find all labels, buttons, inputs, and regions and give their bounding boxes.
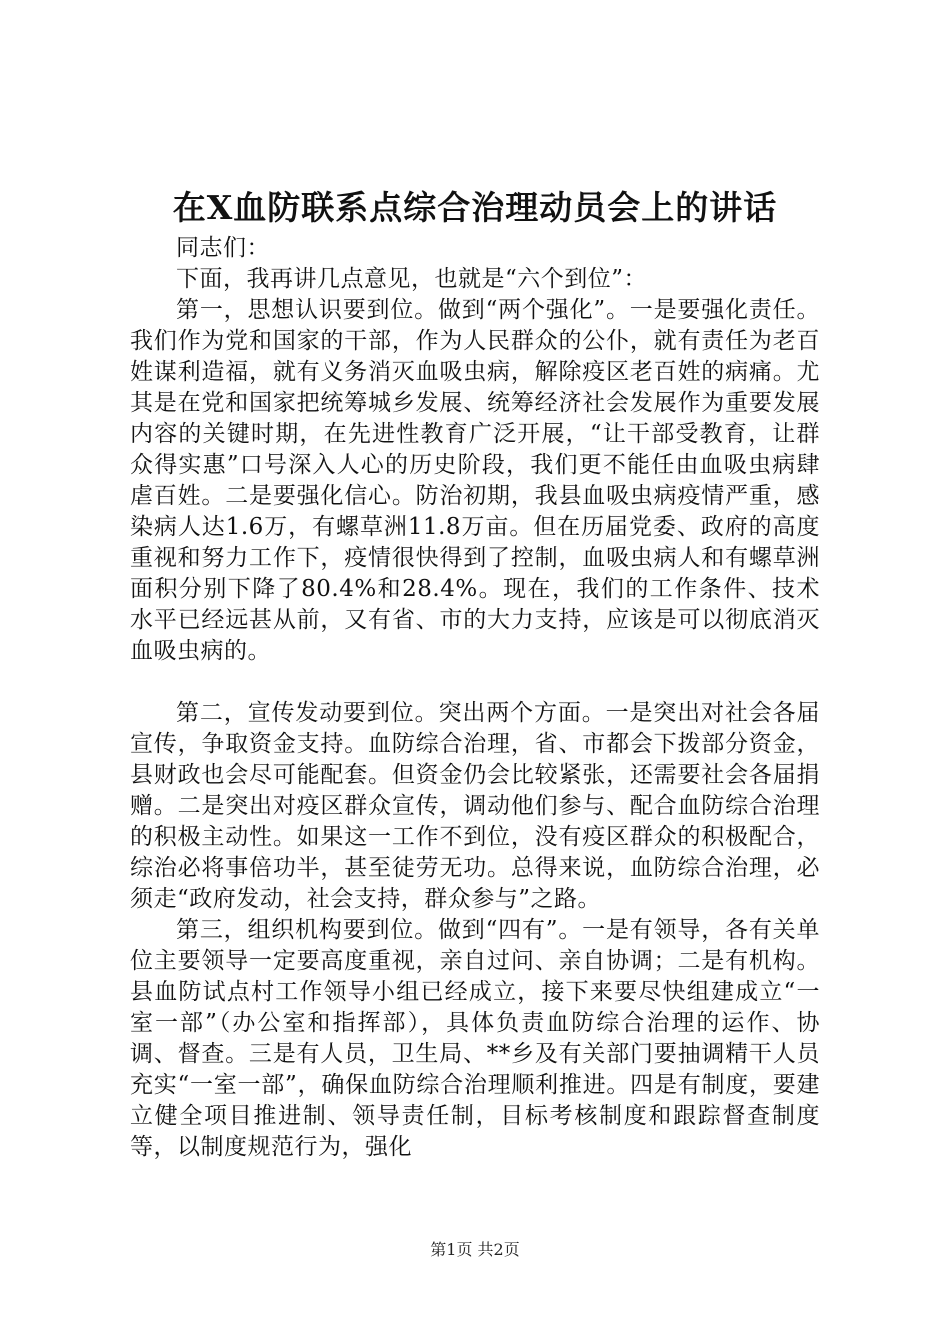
- intro-paragraph: 下面，我再讲几点意见，也就是“六个到位”：: [176, 266, 648, 292]
- paragraph-second-point: 第二，宣传发动要到位。突出两个方面。一是突出对社会各届宣传，争取资金支持。血防综合治理，省、市都会下拨部分资金，县财政也会尽可能配套。但资金仍会比较紧张，还需要社会各届捐赠。二是突出对疫区群众宣传，调动他们参与、配合血防综合治理的积极主动性。如果这一工作不到位，没有疫区群众的积极配合，综治必将事倍功半，甚至徒劳无功。总得来说，血防综合治理，必须走“政府发动，社会支持，群众参与”之路。: [130, 700, 820, 912]
- paragraph-third-point: 第三，组织机构要到位。做到“四有”。一是有领导，各有关单位主要领导一定要高度重视，亲自过问、亲自协调；二是有机构。县血防试点村工作领导小组已经成立，接下来要尽快组建成立“一室一部”（办公室和指挥部），具体负责血防综合治理的运作、协调、督查。三是有人员，卫生局、**乡及有关部门要抽调精干人员充实“一室一部”，确保血防综合治理顺利推进。四是有制度，要建立健全项目推进制、领导责任制，目标考核制度和跟踪督查制度等，以制度规范行为，强化: [130, 917, 820, 1160]
- document-title: 在X血防联系点综合治理动员会上的讲话: [172, 188, 778, 227]
- salutation-paragraph: 同志们：: [176, 235, 270, 261]
- page-number-footer: 第1页 共2页: [430, 1240, 520, 1259]
- document-body: [130, 233, 820, 1163]
- paragraph-first-point: 第一，思想认识要到位。做到“两个强化”。一是要强化责任。我们作为党和国家的干部，作为人民群众的公仆，就有责任为老百姓谋利造福，就有义务消灭血吸虫病，解除疫区老百姓的病痛。尤其是在党和国家把统筹城乡发展、统筹经济社会发展作为重要发展内容的关键时期，在先进性教育广泛开展，“让干部受教育，让群众得实惠”口号深入人心的历史阶段，我们更不能任由血吸虫病肆虐百姓。二是要强化信心。防治初期，我县血吸虫病疫情严重，感染病人达1.6万，有螺草洲11.8万亩。但在历届党委、政府的高度重视和努力工作下，疫情很快得到了控制，血吸虫病人和有螺草洲面积分别下降了80.4%和28.4%。现在，我们的工作条件、技术水平已经远甚从前，又有省、市的大力支持，应该是可以彻底消灭血吸虫病的。: [130, 297, 820, 664]
